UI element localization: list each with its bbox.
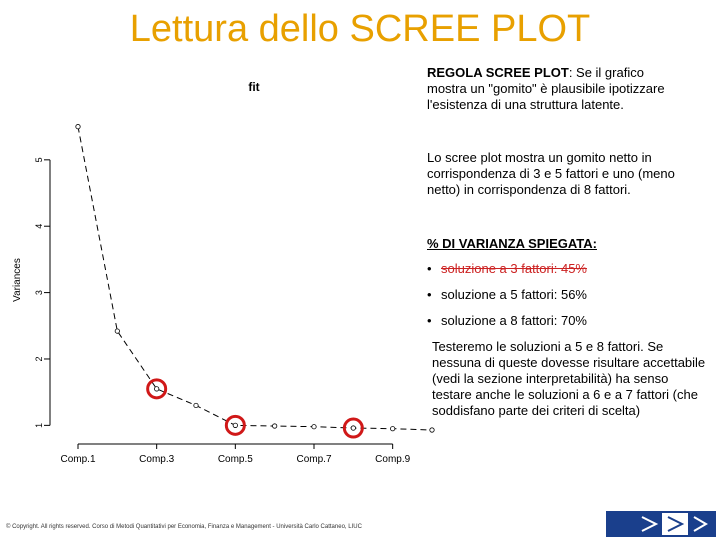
page-title: Lettura dello SCREE PLOT [129, 8, 591, 50]
data-point [390, 426, 394, 430]
copyright-footer: © Copyright. All rights reserved. Corso di Metodi Quantitativi per Economia, Finanza e Management - Università Carlo Cattaneo, LIUC [6, 524, 362, 530]
x-tick-label: Comp.7 [296, 454, 332, 465]
data-point [312, 424, 316, 428]
rule-body: : Se il grafico mostra un "gomito" è plausibile ipotizzare l'esistenza di una struttura latente. [427, 65, 665, 112]
previous-arrow-icon[interactable] [636, 513, 662, 535]
highlight-circles [148, 380, 363, 437]
list-item: • soluzione a 3 fattori: 45% [427, 261, 587, 276]
data-point [430, 428, 434, 432]
series-path [78, 127, 432, 430]
slide-navigation [606, 511, 716, 537]
data-point [115, 329, 119, 333]
chart-title: fit [248, 80, 260, 94]
list-item: • soluzione a 5 fattori: 56% [427, 287, 587, 302]
data-point [76, 124, 80, 128]
bullet-icon: • [427, 287, 432, 302]
data-point [154, 387, 158, 391]
list-item: • soluzione a 8 fattori: 70% [427, 313, 587, 328]
next-arrow-icon[interactable] [662, 513, 688, 535]
bullet-icon: • [427, 261, 432, 276]
bullet-icon: • [427, 313, 432, 328]
y-tick-label: 4 [34, 223, 44, 229]
data-point [194, 403, 198, 407]
scree-description: Lo scree plot mostra un gomito netto in corrispondenza di 3 e 5 fattori e uno (meno netto) in corrispondenza di 8 fattori. [427, 150, 675, 197]
x-axis [60, 444, 410, 465]
y-axis-label: Variances [12, 258, 23, 302]
rule-heading: REGOLA SCREE PLOT [427, 65, 569, 80]
y-axis [34, 157, 50, 428]
y-tick-label: 5 [34, 157, 44, 163]
data-point [351, 426, 355, 430]
variance-list [427, 261, 707, 339]
variance-heading: % DI VARIANZA SPIEGATA: [427, 236, 597, 251]
data-point [272, 424, 276, 428]
scree-rule-text [427, 65, 687, 113]
y-tick-label: 3 [34, 290, 44, 296]
x-tick-label: Comp.1 [60, 454, 96, 465]
y-tick-label: 2 [34, 356, 44, 362]
x-tick-label: Comp.3 [139, 454, 175, 465]
test-recommendation: Testeremo le soluzioni a 5 e 8 fattori. Se nessuna di queste dovesse risultare accettabile (vedi la sezione interpretabilità) ha senso testare anche le soluzioni a 6 e a 7 fattori (che soddisfano parte dei criteri di scelta) [432, 339, 706, 418]
scree-plot-chart [0, 60, 440, 480]
data-point [233, 423, 237, 427]
x-tick-label: Comp.5 [217, 454, 253, 465]
x-tick-label: Comp.9 [375, 454, 411, 465]
y-tick-label: 1 [34, 422, 44, 428]
series-line [76, 124, 434, 432]
